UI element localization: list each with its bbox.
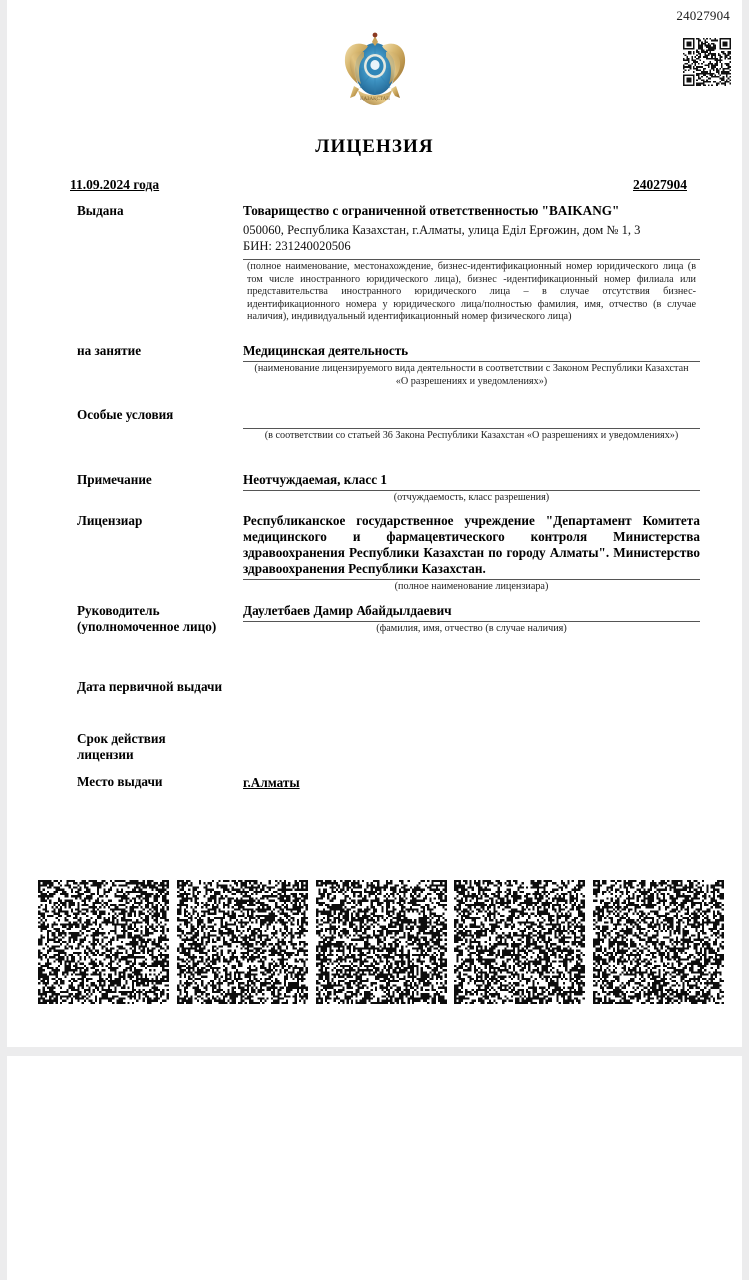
kazakhstan-coat-of-arms-icon (338, 26, 412, 112)
qr-code-header-icon (683, 38, 731, 86)
issued-to-hint: (полное наименование, местонахождение, бизнес-идентификационный номер юридического лица (в том числе иностранного юридического лица), бизнес -идентификационный номер филиала или представительства иностранного юридического лица – в случае отсутствия бизнес-идентификационного номера у юридического лица/полностью фамилия, имя, отчество (в случае наличия), индивидуальный идентификационный номер физического лица) (247, 261, 696, 323)
document-page-1 (7, 0, 742, 1047)
field-first-issue-date (70, 679, 700, 731)
note-hint: (отчуждаемость, класс разрешения) (393, 492, 550, 503)
field-licensor (70, 513, 700, 603)
special-conditions-hint: (в соответствии со статьей 36 Закона Республики Казахстан «О разрешениях и уведомлениях») (264, 430, 679, 441)
head-value: Даулетбаев Дамир Абайдылдаевич (243, 603, 452, 618)
field-label-note: Примечание (77, 472, 152, 487)
activity-hint: (наименование лицензируемого вида деятельности в соответствии с Законом Республики Казахстан «О разрешениях и уведомлениях») (254, 363, 689, 387)
field-label-activity: на занятие (77, 343, 142, 358)
field-issued-to (70, 203, 700, 343)
page-title: ЛИЦЕНЗИЯ (315, 136, 434, 157)
field-label-first-issue-date: Дата первичной выдачи (77, 679, 223, 694)
field-validity (70, 731, 700, 774)
field-label-head (77, 603, 242, 634)
field-label-special-conditions: Особые условия (77, 407, 174, 422)
issue-date: 11.09.2024 года (70, 177, 160, 192)
licensor-hint: (полное наименование лицензиара) (394, 581, 549, 592)
qr-code-4-icon (454, 880, 585, 1004)
field-activity (70, 343, 700, 407)
field-label-place: Место выдачи (77, 774, 163, 789)
issue-date-and-number-line (70, 177, 687, 193)
qr-code-5-icon (593, 880, 724, 1004)
issued-to-company: Товарищество с ограниченной ответственностью "BAIKANG" (243, 203, 620, 218)
issued-to-bin: БИН: 231240020506 (243, 238, 351, 253)
barcode-strip (38, 880, 724, 1004)
field-label-issued-to: Выдана (77, 203, 124, 218)
note-value: Неотчуждаемая, класс 1 (243, 472, 387, 487)
qr-code-3-icon (316, 880, 447, 1004)
first-issue-date-value (243, 679, 700, 695)
validity-value (243, 731, 700, 747)
document-page-2 (7, 1056, 742, 1280)
field-note (70, 472, 700, 513)
qr-code-1-icon (38, 880, 169, 1004)
head-hint: (фамилия, имя, отчество (в случае наличия) (376, 623, 567, 634)
field-label-head-line2: (уполномоченное лицо) (77, 618, 217, 634)
field-special-conditions (70, 407, 700, 472)
svg-text:ҚАЗАҚСТАН: ҚАЗАҚСТАН (359, 97, 390, 102)
field-label-licensor: Лицензиар (77, 513, 143, 528)
activity-value: Медицинская деятельность (243, 343, 409, 358)
field-label-validity-line1: Срок действия (77, 731, 166, 746)
licensor-value: Республиканское государственное учреждение "Департамент Комитета медицинского и фармацевтического контроля Министерства здравоохранения Республики Казахстан по городу Алматы". Министерство здравоохранения Республики Казахстан. (243, 513, 700, 576)
license-fields (70, 203, 700, 800)
field-head (70, 603, 700, 679)
field-label-validity-line2: лицензии (77, 746, 134, 762)
field-place (70, 774, 700, 800)
document-number-top: 24027904 (676, 8, 730, 23)
place-value: г.Алматы (243, 775, 300, 790)
license-number: 24027904 (633, 177, 687, 192)
issued-to-address: 050060, Республика Казахстан, г.Алматы, улица Еділ Ерғожин, дом № 1, 3 (243, 223, 641, 237)
qr-code-2-icon (177, 880, 308, 1004)
special-conditions-value (243, 407, 700, 426)
field-label-head-line1: Руководитель (77, 603, 160, 618)
field-label-validity (77, 731, 242, 762)
